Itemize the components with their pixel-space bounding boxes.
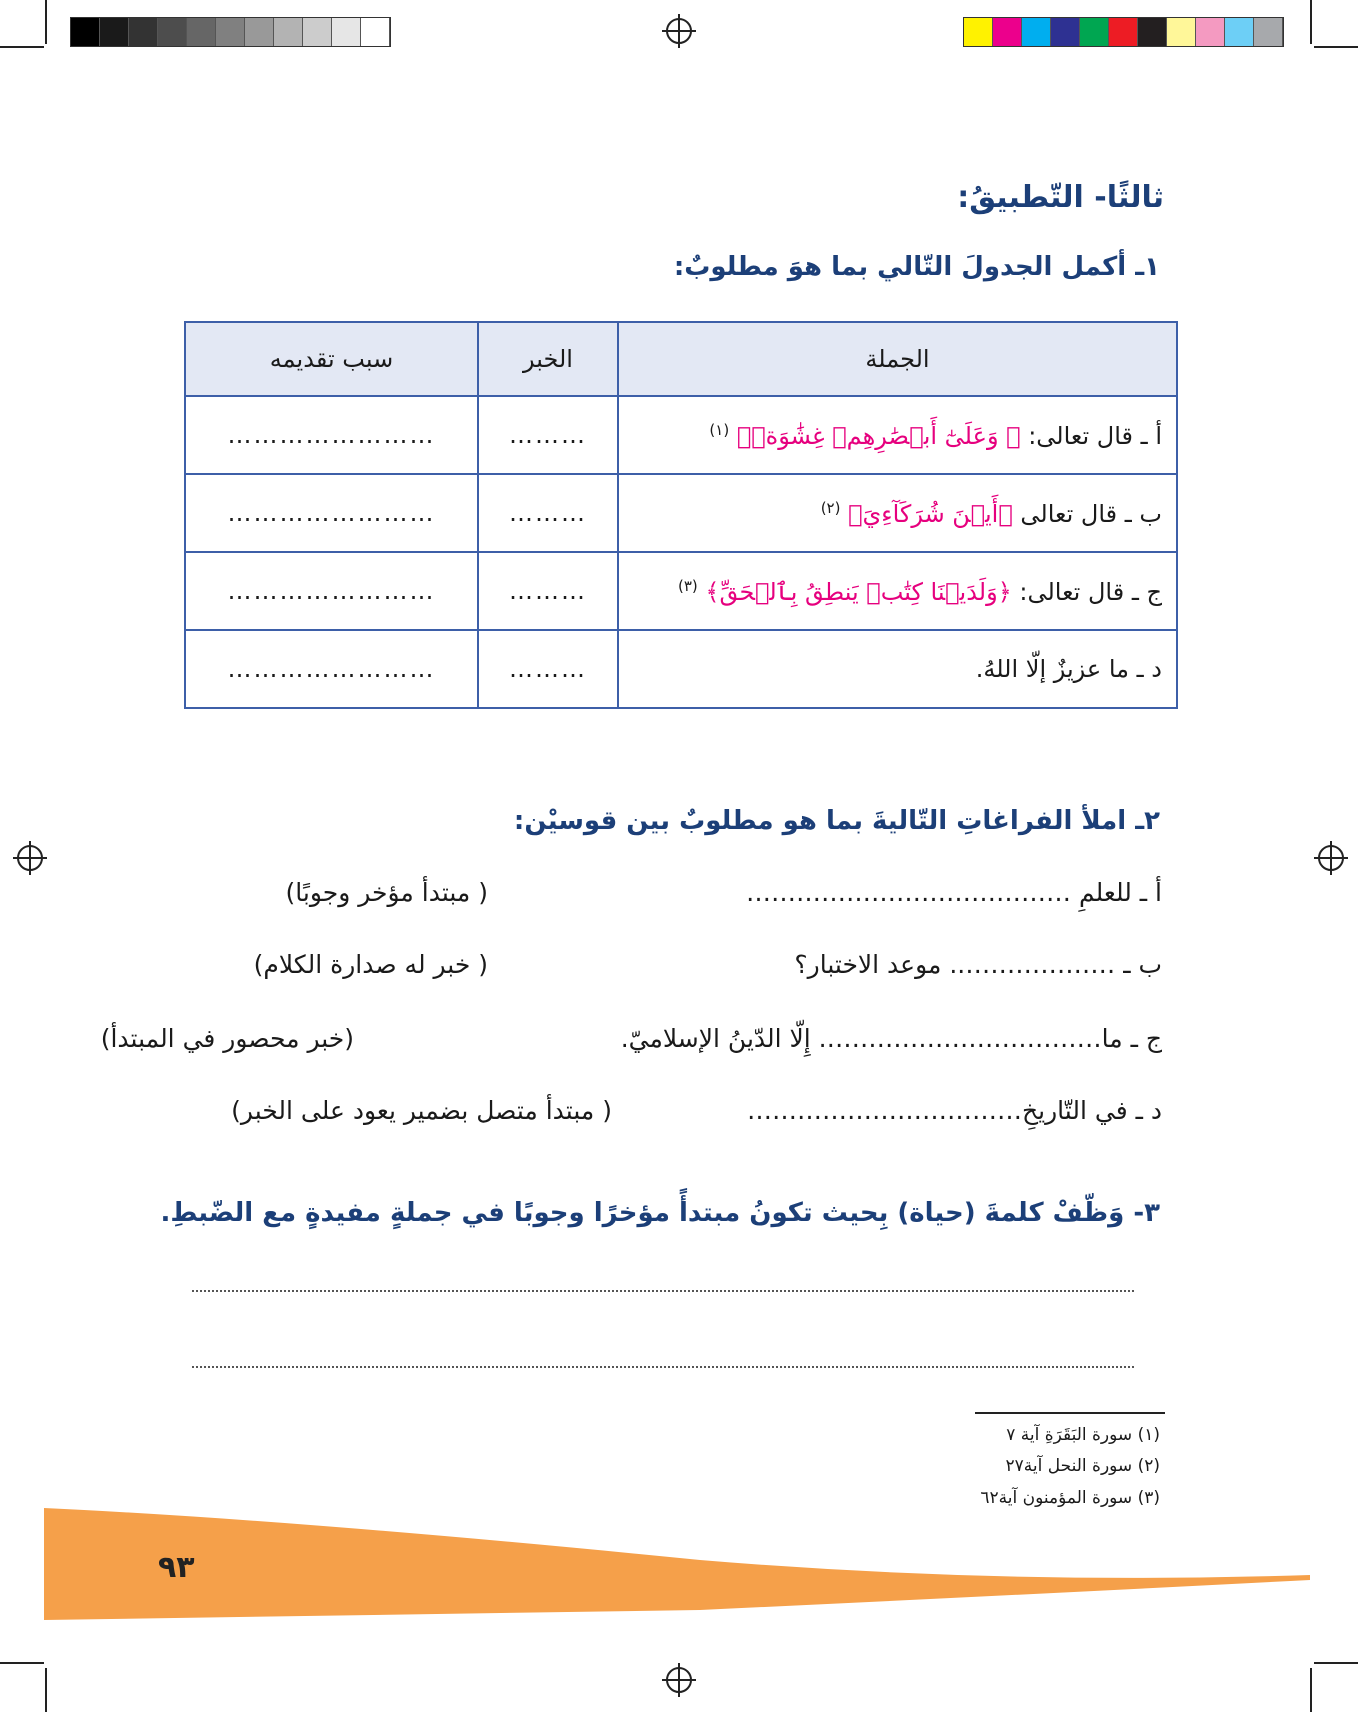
question-1-title: ١ـ أكمل الجدولَ التّالي بما هوَ مطلوبٌ: <box>673 252 1160 282</box>
fill-hint-b: ( خبر له صدارة الكلام) <box>253 950 488 979</box>
quran-verse: ﴿أَيۡنَ شُرَكَآءِيَ﴾ <box>848 499 1013 528</box>
fill-item-a[interactable]: أ ـ للعلمِ ………………………………… <box>746 878 1162 907</box>
fill-item-c[interactable]: ج ـ ما……………………………. إِلّا الدّينُ الإسلاميّ. <box>620 1024 1162 1053</box>
footnote-marker: (١) <box>709 420 730 439</box>
khabar-blank[interactable]: ……… <box>478 630 618 708</box>
header-khabar: الخبر <box>478 322 618 396</box>
quran-verse: ﴿وَلَدَيۡنَا كِتَٰبٞ يَنطِقُ بِٱلۡحَقِّ﴾ <box>705 577 1012 606</box>
fill-hint-c: (خبر محصور في المبتدأ) <box>100 1024 354 1053</box>
page-number: ٩٣ <box>158 1550 195 1585</box>
fill-item-b[interactable]: ب ـ ……………….. موعد الاختبار؟ <box>794 950 1162 979</box>
sentence-prefix: د ـ ما عزيزٌ إلّا اللهُ. <box>975 655 1162 683</box>
header-reason: سبب تقديمه <box>185 322 478 396</box>
khabar-blank[interactable]: ……… <box>478 396 618 474</box>
fill-item-d[interactable]: د ـ في التّاريخِ…………………………… <box>747 1096 1162 1125</box>
reason-blank[interactable]: …………………… <box>185 630 478 708</box>
fill-hint-a: ( مبتدأ مؤخر وجوبًا) <box>285 878 488 907</box>
footnote-3: (٣) سورة المؤمنون آية٦٢ <box>980 1488 1160 1508</box>
quran-verse: ﴿ وَعَلَىٰٓ أَبۡصَٰرِهِمۡ غِشَٰوَةٞ﴾ <box>736 421 1021 450</box>
header-sentence: الجملة <box>618 322 1177 396</box>
section-title: ثالثًا- التّطبيقُ: <box>957 180 1164 215</box>
question-3-title: ٣- وَظّفْ كلمةَ (حياة) بِحيث تكونُ مبتدأً مؤخرًا وجوبًا في جملةٍ مفيدةٍ مع الضّبطِ. <box>160 1198 1160 1228</box>
question-2-title: ٢ـ املأ الفراغاتِ التّاليةَ بما هو مطلوبٌ بين قوسيْن: <box>513 806 1160 836</box>
fill-hint-d: ( مبتدأ متصل بضمير يعود على الخبر) <box>231 1096 612 1125</box>
reason-blank[interactable]: …………………… <box>185 474 478 552</box>
khabar-blank[interactable]: ……… <box>478 552 618 630</box>
footnote-marker: (٢) <box>820 498 841 517</box>
sentence-prefix: ب ـ قال تعالى <box>1020 499 1162 528</box>
sentence-prefix: ج ـ قال تعالى: <box>1019 577 1162 606</box>
reason-blank[interactable]: …………………… <box>185 552 478 630</box>
footnote-2: (٢) سورة النحل آية٢٧ <box>1005 1456 1160 1476</box>
footnote-1: (١) سورة البَقَرَةِ آية ٧ <box>1006 1425 1160 1445</box>
khabar-blank[interactable]: ……… <box>478 474 618 552</box>
reason-blank[interactable]: …………………… <box>185 396 478 474</box>
sentence-prefix: أ ـ قال تعالى: <box>1020 421 1162 450</box>
footnote-marker: (٣) <box>677 576 698 595</box>
